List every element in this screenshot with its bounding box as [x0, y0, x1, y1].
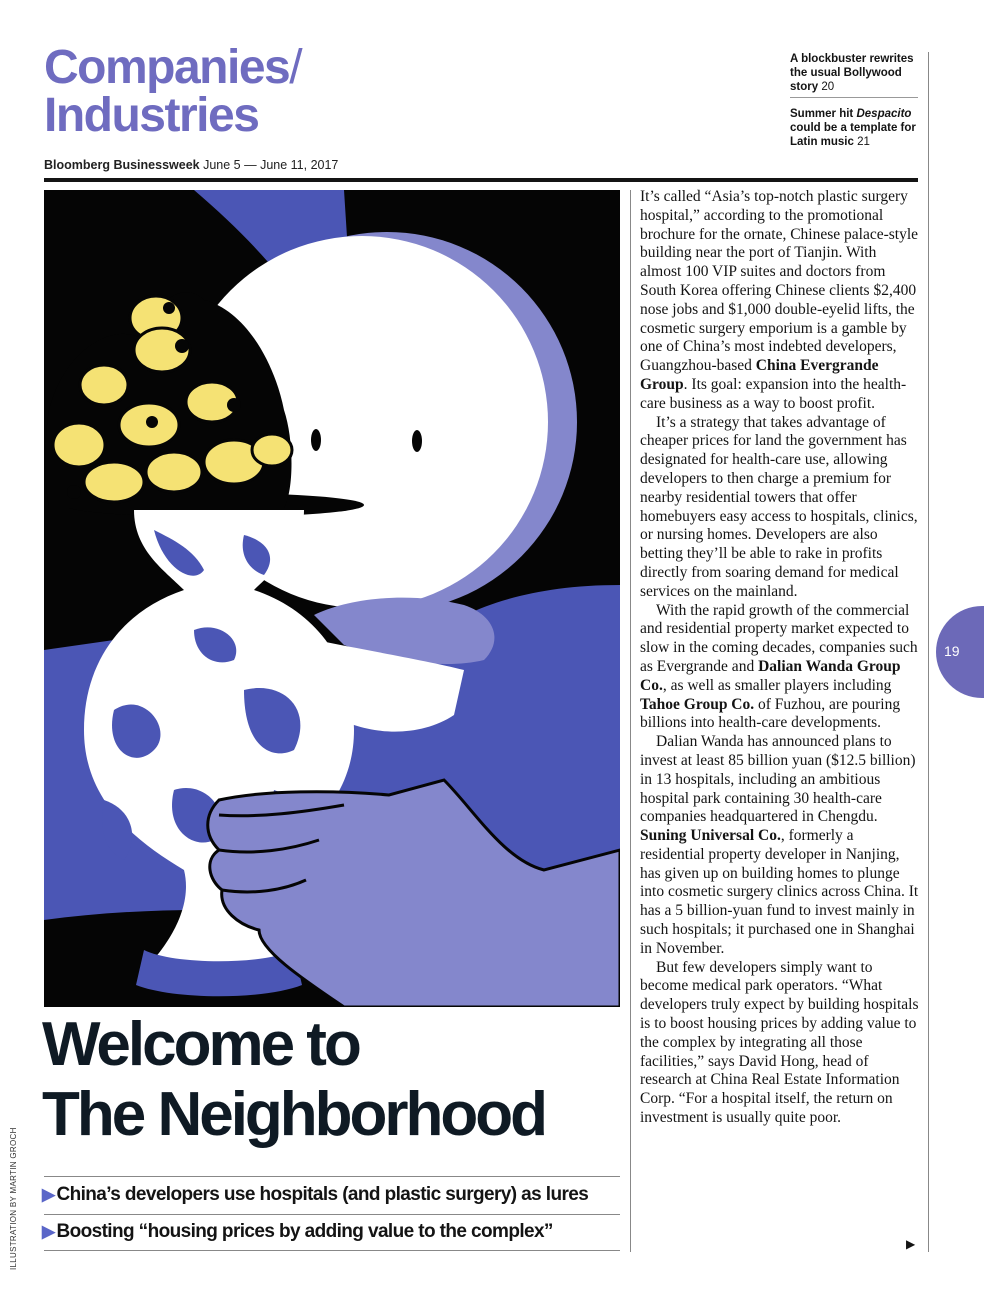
- section-title-line1: Companies: [44, 41, 290, 94]
- right-column-rule: [928, 52, 929, 1252]
- deck-rule-top: [44, 1176, 620, 1177]
- paragraph: [640, 733, 920, 959]
- deck-text: China’s developers use hospitals (and plastic surgery) as lures: [56, 1184, 589, 1205]
- section-title: [44, 41, 302, 142]
- section-title-slash: /: [289, 41, 302, 94]
- paragraph: But few developers simply want to become medical park operators. “What developers truly expect by building hospitals is to boost housing prices by adding value to the complex by integrating all those facilities,” says David Hong, head of research at China Real Estate Information Corp. “For a hospital itself, the return on investment is usually quite poor.: [640, 958, 919, 1127]
- text-run: , as well as smaller players including: [662, 676, 892, 694]
- text-run: With the rapid growth of the commercial and residential property market expected to slow in the coming decades, companies such as Evergrande and: [640, 601, 918, 675]
- teaser-bollywood[interactable]: [790, 52, 922, 94]
- teaser-text: A blockbuster rewrites the usual Bollywood story: [790, 53, 914, 93]
- teaser-text-after: could be a template for Latin music: [790, 122, 916, 148]
- masthead-brand: Bloomberg Businessweek: [44, 158, 200, 172]
- deck-text: Boosting “housing prices by adding value to the complex”: [56, 1221, 553, 1242]
- teaser-page: 21: [857, 136, 870, 148]
- teaser-divider: [790, 97, 918, 98]
- section-title-line2: Industries: [44, 89, 259, 142]
- paragraph: [640, 602, 920, 734]
- illustration-credit: ILLUSTRATION BY MARTIN GROCH: [9, 1127, 18, 1270]
- masthead-date: June 5 — June 11, 2017: [203, 158, 339, 172]
- page-number: 19: [944, 643, 960, 659]
- column-rule: [630, 190, 631, 1252]
- article-illustration: [44, 190, 620, 1007]
- headline-line1: Welcome to: [42, 1010, 359, 1079]
- masthead: [44, 158, 338, 172]
- triangle-bullet-icon: ▶: [42, 1185, 55, 1204]
- paragraph: [640, 188, 920, 414]
- teaser-page: 20: [821, 81, 835, 93]
- continue-arrow-icon: ▶: [906, 1237, 916, 1251]
- triangle-bullet-icon: ▶: [42, 1222, 55, 1241]
- article-body: [640, 188, 920, 1128]
- text-run: , formerly a residential property developer in Nanjing, has given up on building homes to plunge into cosmetic surgery clinics across China. It has a 5 billion-yuan fund to invest mainly in such hospitals; it purchased one in Shanghai in November.: [640, 827, 919, 957]
- top-rule: [44, 178, 918, 182]
- text-run: Dalian Wanda has announced plans to invest at least 85 billion yuan ($12.5 billion) in 13 hospitals, including an ambitious hospital park containing 30 health-care companies headquartered in Chengdu.: [640, 733, 916, 826]
- paragraph: It’s a strategy that takes advantage of cheaper prices for land the government has designated for health-care use, allowing developers to then charge a premium for nearby residential towers that offer homebuyers easy access to hospitals, clinics, or nursing homes. Developers are also betting they’ll be able to rake in profits directly from soaring demand for medical services on the mainland.: [640, 413, 918, 600]
- deck-item: [42, 1184, 588, 1206]
- text-run: . Its goal: expansion into the health-care business as a way to boost profit.: [640, 375, 907, 412]
- company-name: Tahoe Group Co.: [640, 695, 755, 713]
- teaser-text-before: Summer hit: [790, 108, 857, 120]
- deck-item: [42, 1221, 553, 1243]
- headline-line2: The Neighborhood: [42, 1080, 546, 1149]
- company-name: Suning Universal Co.: [640, 827, 781, 845]
- text-run: of Fuzhou, are pouring billions into health-care developments.: [640, 695, 901, 732]
- headline: [42, 1010, 545, 1150]
- company-name: China Evergrande Group: [640, 357, 879, 393]
- company-name: Dalian Wanda Group Co.: [640, 657, 901, 694]
- deck-rule-bottom: [44, 1250, 620, 1251]
- teaser-text-italic: Despacito: [856, 108, 912, 120]
- text-run: It’s called “Asia’s top-notch plastic surgery hospital,” according to the promotional brochure for the ornate, Chinese palace-style building near the port of Tianjin. With almost 100 VIP suites and doctors from South Korea offering Chinese clients $2,400 nose jobs and $1,000 double-eyelid lifts, the cosmetic surgery emporium is a gamble by one of China’s most indebted developers, Guangzhou-based: [640, 188, 919, 375]
- teaser-despacito[interactable]: [790, 107, 922, 149]
- deck-rule-middle: [44, 1214, 620, 1215]
